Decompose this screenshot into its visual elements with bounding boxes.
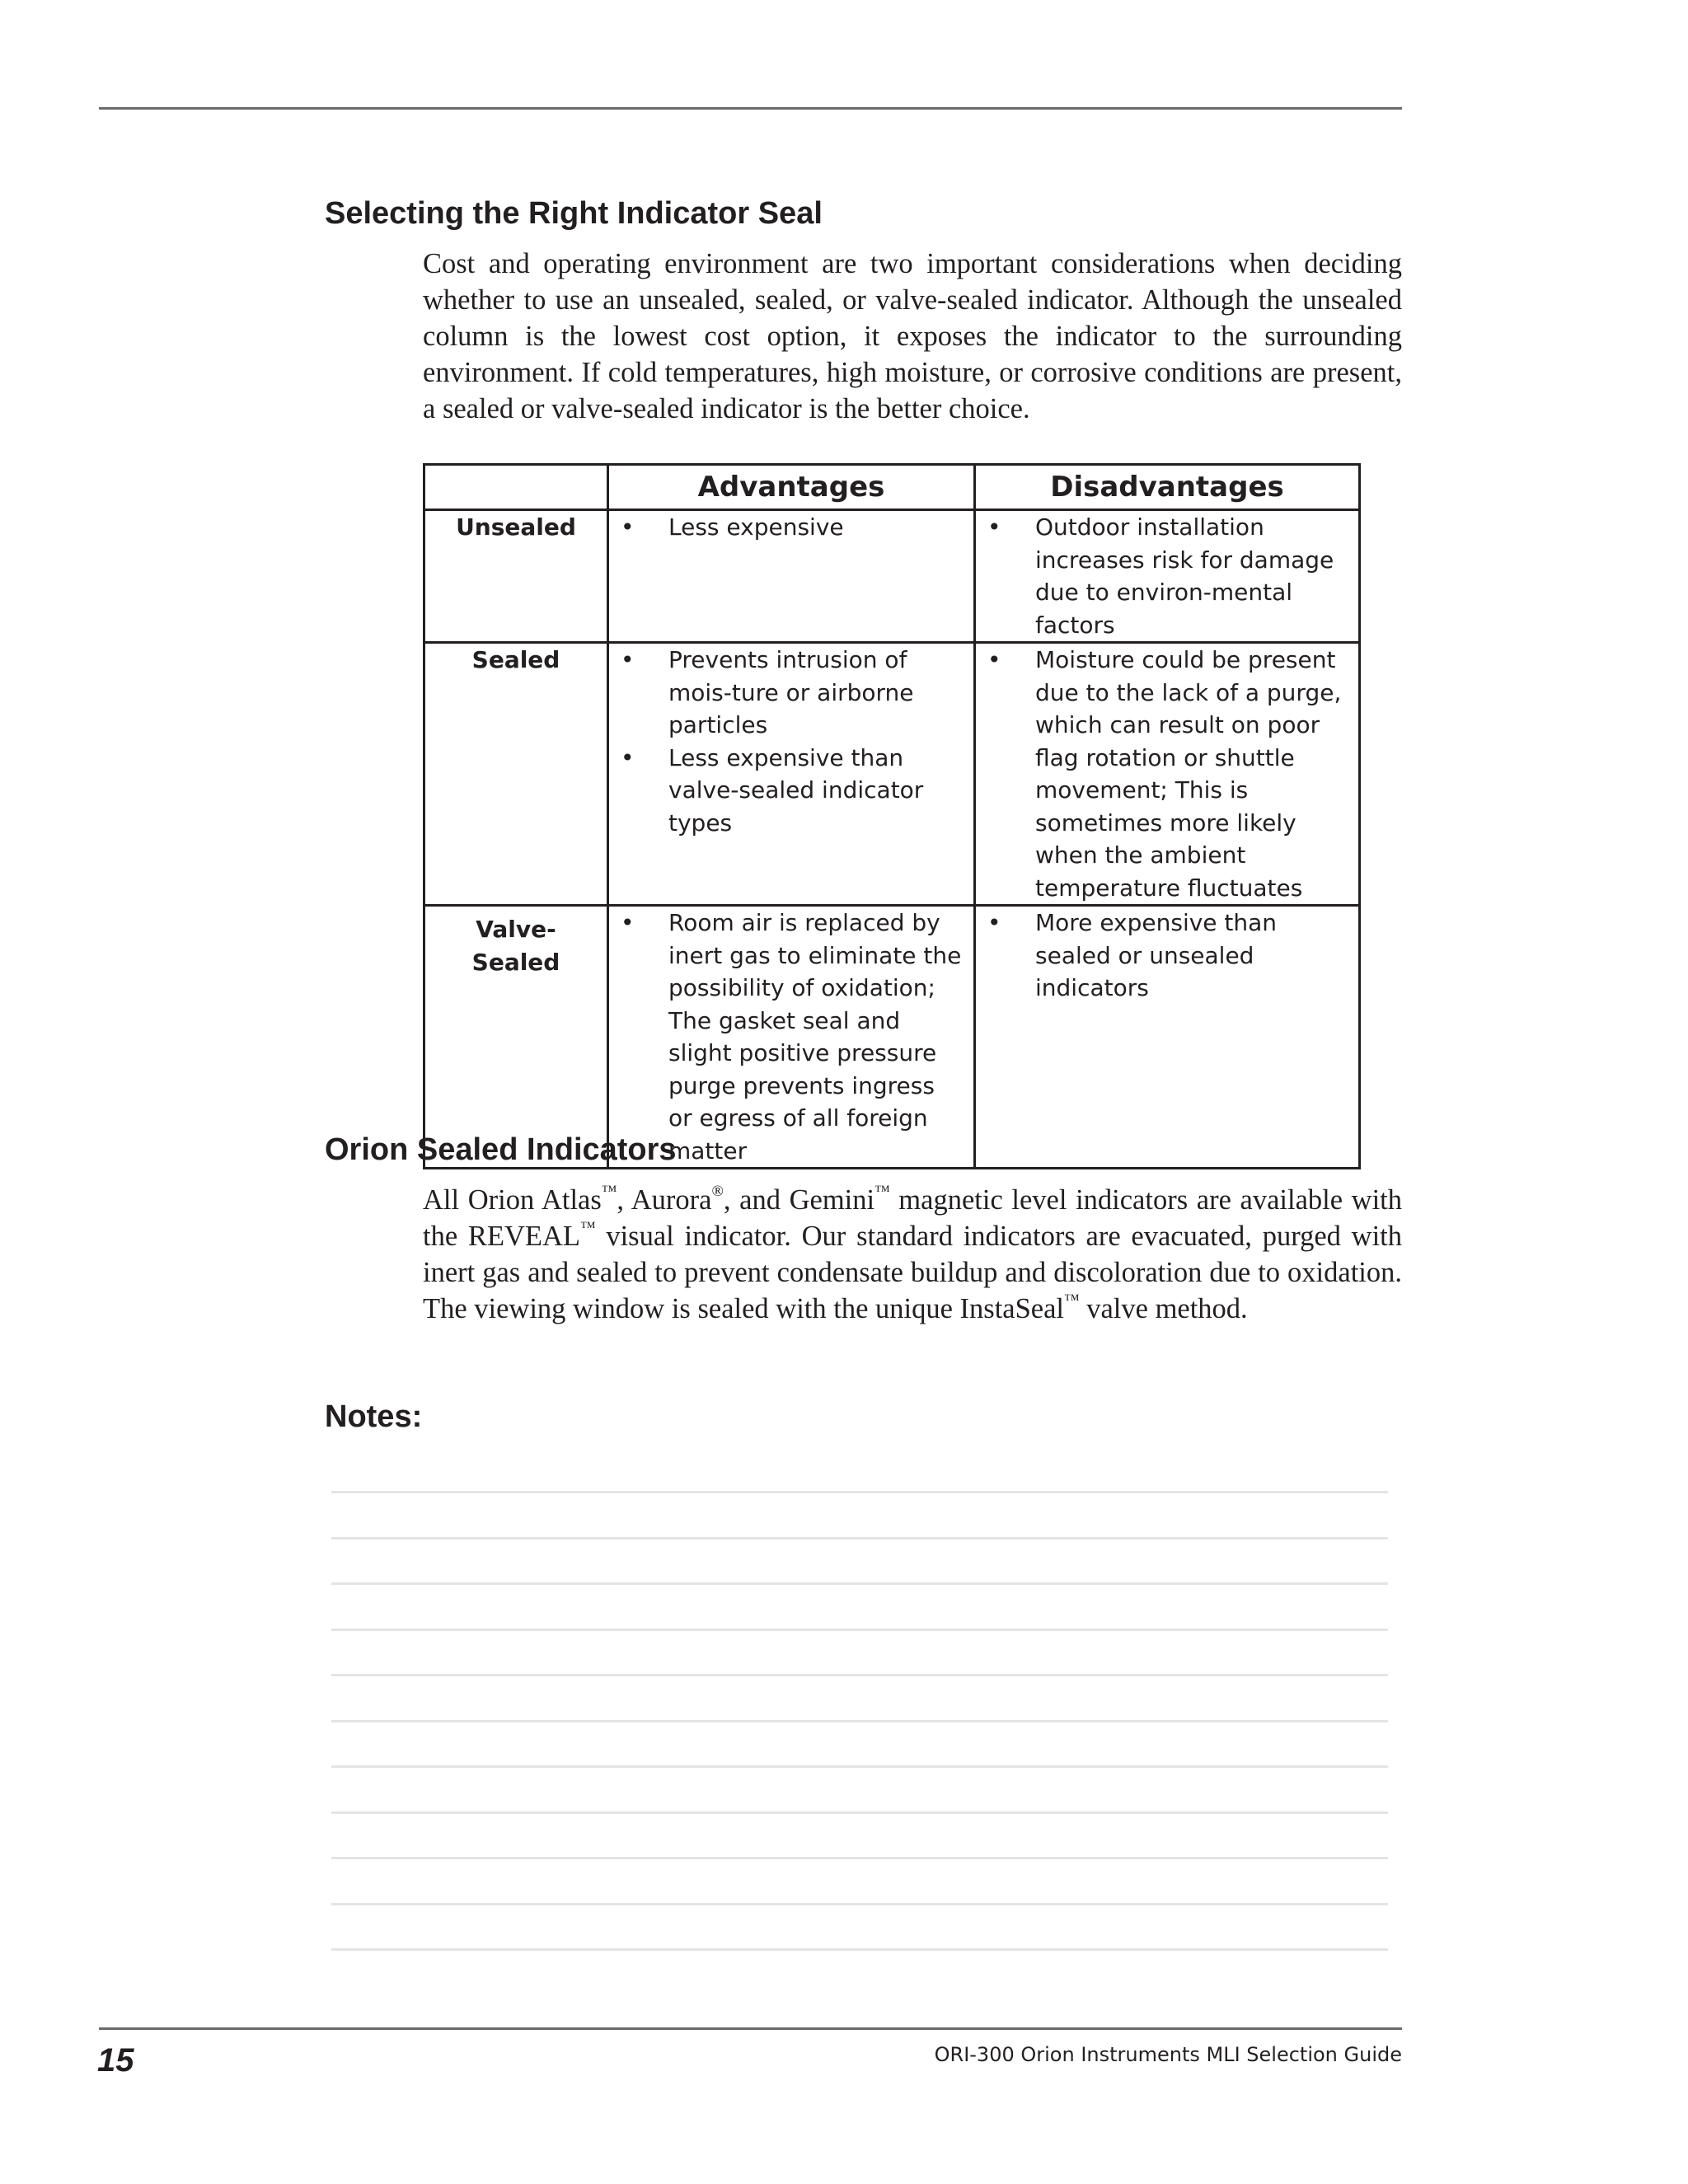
text-fragment: valve method.	[1079, 1293, 1248, 1324]
table-row	[424, 906, 1360, 1169]
notes-rule-line	[331, 1720, 1388, 1722]
section-heading-orion-sealed: Orion Sealed Indicators	[325, 1132, 677, 1167]
notes-rule-line	[331, 1674, 1388, 1676]
text-fragment: All Orion Atlas	[423, 1184, 602, 1216]
advantages-cell	[608, 906, 975, 1169]
text-fragment: visual indicator. Our standard indicators are evacuated, purged with inert gas and sealed to prevent condensate buildup and discoloration due to oxidation. The viewing window is sealed with the unique InstaSeal	[423, 1221, 1402, 1324]
page-number: 15	[97, 2042, 134, 2079]
bullet-icon: •	[987, 909, 1001, 936]
advantages-cell	[608, 643, 975, 906]
bullet-text: Less expensive	[668, 513, 844, 541]
bullet-item	[609, 907, 973, 1167]
intro-paragraph: Cost and operating environment are two important considerations when deciding whether to use an unsealed, sealed, or valve-sealed indicator. Although the unsealed column is the lowest cost option, it exposes the indicator to the surrounding environment. If cold temperatures, high moisture, or corrosive conditions are present, a sealed or valve-sealed indicator is the better choice.	[423, 248, 1402, 424]
orion-paragraph	[423, 1182, 1402, 1327]
bullet-item	[609, 742, 973, 840]
row-label: Valve-Sealed	[424, 906, 608, 1169]
notes-heading: Notes:	[325, 1399, 423, 1434]
notes-rule-line	[331, 1629, 1388, 1631]
disadvantages-cell	[975, 906, 1360, 1169]
seal-comparison-table	[423, 463, 1361, 1169]
bullet-item	[976, 511, 1358, 641]
notes-rule-line	[331, 1765, 1388, 1768]
bullet-icon: •	[987, 513, 1001, 541]
notes-rule-line	[331, 1491, 1388, 1493]
bullet-item	[609, 511, 973, 544]
advantages-cell	[608, 510, 975, 643]
trademark-symbol: ™	[601, 1182, 617, 1200]
bullet-text: More expensive than sealed or unsealed indicators	[1035, 909, 1278, 1001]
trademark-symbol: ™	[579, 1218, 596, 1236]
notes-rule-line	[331, 1811, 1388, 1814]
bullet-icon: •	[621, 646, 635, 673]
disadvantages-cell	[975, 643, 1360, 906]
notes-rule-line	[331, 1948, 1388, 1951]
bullet-item	[976, 644, 1358, 904]
table-row	[424, 643, 1360, 906]
text-fragment: magnetic level indicators are available with the REVEAL	[423, 1184, 1402, 1252]
bullet-icon: •	[621, 909, 635, 936]
bullet-text: Less expensive than valve-sealed indicator types	[668, 743, 924, 837]
header-corner	[424, 465, 608, 510]
bullet-icon: •	[621, 513, 635, 541]
notes-rule-line	[331, 1903, 1388, 1905]
bullet-icon: •	[621, 743, 635, 771]
text-fragment: , Aurora	[617, 1184, 712, 1216]
header-disadvantages: Disadvantages	[975, 465, 1360, 510]
notes-rule-line	[331, 1857, 1388, 1859]
row-label: Unsealed	[424, 510, 608, 643]
trademark-symbol: ™	[1064, 1291, 1080, 1309]
text-fragment: , and Gemini	[723, 1184, 875, 1216]
notes-rule-line	[331, 1537, 1388, 1540]
table-header-row	[424, 465, 1360, 510]
section-heading-indicator-seal: Selecting the Right Indicator Seal	[325, 196, 823, 231]
bullet-text: Outdoor installation increases risk for damage due to environ-mental factors	[1035, 513, 1334, 639]
registered-symbol: ®	[711, 1182, 724, 1200]
table-row	[424, 510, 1360, 643]
header-advantages: Advantages	[608, 465, 975, 510]
bullet-icon: •	[987, 646, 1001, 673]
row-label: Sealed	[424, 643, 608, 906]
bullet-text: Prevents intrusion of mois-ture or airborne particles	[668, 646, 914, 738]
footer-doc-title: ORI-300 Orion Instruments MLI Selection Guide	[934, 2043, 1402, 2066]
bullet-item	[609, 644, 973, 742]
bullet-text: Moisture could be present due to the lack of a purge, which can result on poor flag rotation or shuttle movement; This is sometimes more likely when the ambient temperature fluctuates	[1035, 646, 1342, 902]
footer-rule	[99, 2027, 1402, 2030]
notes-rule-line	[331, 1582, 1388, 1585]
bullet-text: Room air is replaced by inert gas to eliminate the possibility of oxidation; The gasket seal and slight positive pressure purge prevents ingress or egress of all foreign matter	[668, 909, 962, 1165]
disadvantages-cell	[975, 510, 1360, 643]
trademark-symbol: ™	[874, 1182, 890, 1200]
bullet-item	[976, 907, 1358, 1005]
header-rule	[99, 107, 1402, 110]
